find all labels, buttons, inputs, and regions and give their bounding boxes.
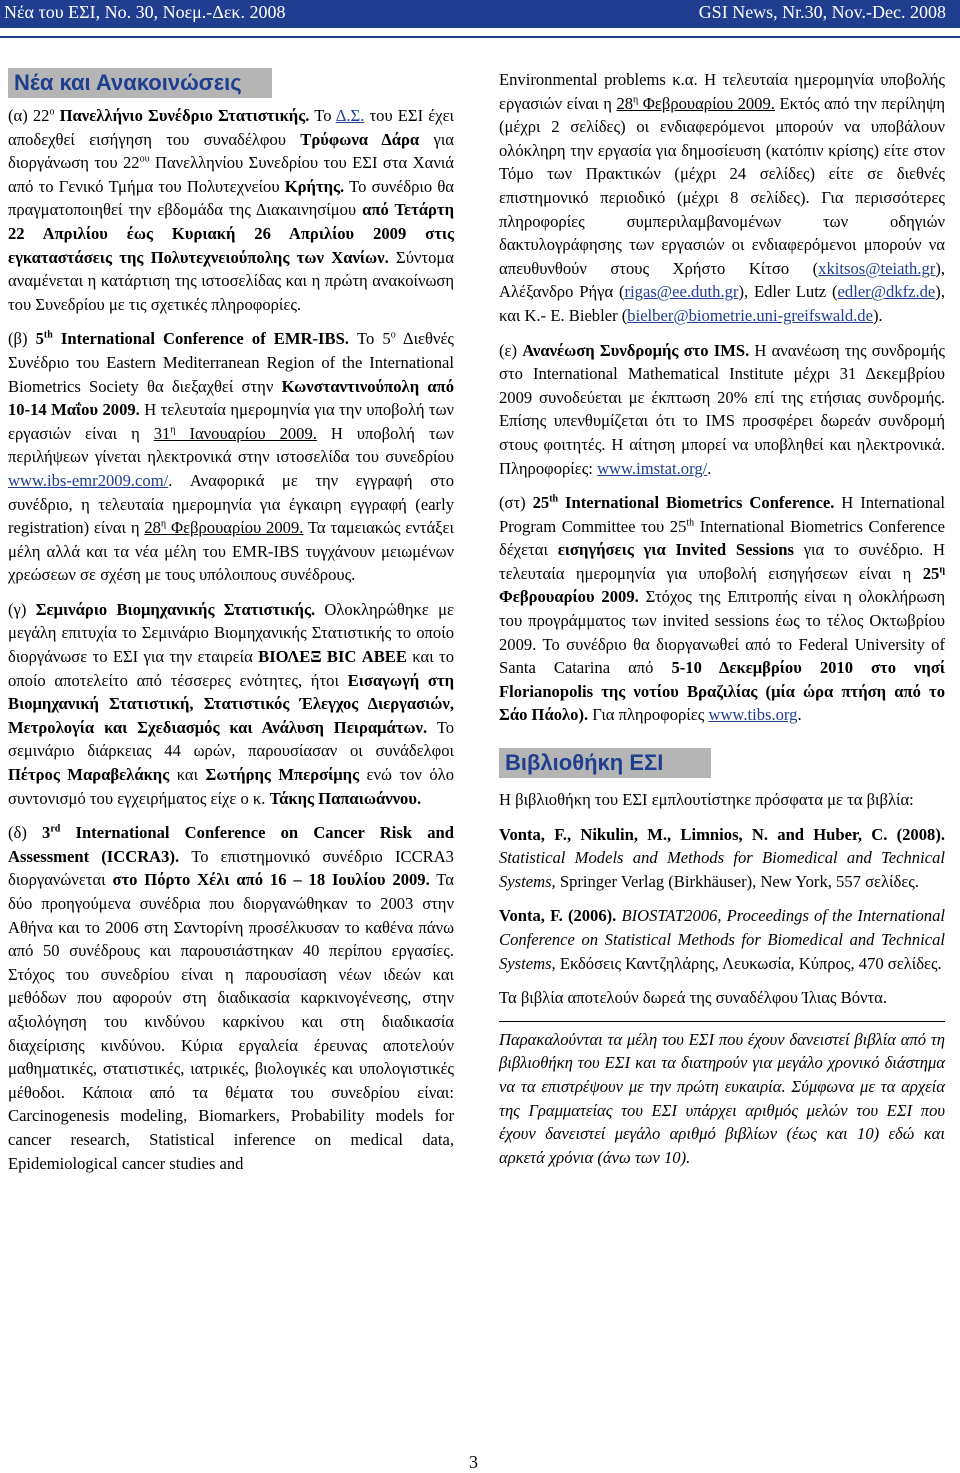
item-e: (ε) Ανανέωση Συνδρομής στο IMS. Η ανανέωση της συνδρομής στο International Mathematical Institute μέχρι 31 Δεκεμβρίου 2009 συνοδεύεται με έκπτωση 20% επί της ετήσιας συνδρομής. Επίσης υπενθυμίζεται ότι το IMS προσφέρει δωρεάν συνδρομή στους φοιτητές. Η αίτηση μπορεί να υποβληθεί και ηλεκτρονικά. Πληροφορίες: www.imstat.org/. — [499, 340, 946, 478]
item-d-continued: Environmental problems κ.α. Η τελευταία ημερομηνία υποβολής εργασιών είναι η $28^\eta$ Φεβρουαρίου 2009. Εκτός από την περίληψη (μέχρι 2 σελίδες) οι ενδιαφερόμενοι μπορούν να υποβάλουν ολόκληρη την εργασία για δημοσίευση (κατόπιν κρίσης) είτε στον Τόμο των Πρακτικών (μέχρι 24 σελίδες) είτε σε διεθνές επιστημονικό περιοδικό (μέχρι 8 σελίδες). Για περισσότερες πληροφορίες συμπεριλαμβανομένων των οδηγιών δακτυλογράφησης των εργασιών οι ενδιαφερόμενοι μπορούν να απευθυνθούν στους Χρήστο Κίτσο (xkitsos@teiath.gr), Αλέξανδρο Ρήγα (rigas@ee.duth.gr), Edler Lutz (edler@dkfz.de), και K.- E. Biebler (bielber@biometrie.uni-greifswald.de). — [499, 70, 945, 325]
lutz-link[interactable]: edler@dkfz.de — [837, 282, 936, 302]
library-donation: Τα βιβλία αποτελούν δωρεά της συναδέλφου Ίλιας Βόντα. — [499, 988, 887, 1008]
section-title: Νέα και Ανακοινώσεις — [8, 68, 272, 98]
item-f: (στ) 25th International Biometrics Conference. Η International Program Committee του 25th International Biometrics Conference δέχεται εισηγήσεις για Invited Sessions για το συνέδριο. Η τελευταία ημερομηνία για υποβολή εισηγήσεων είναι η $25^\eta$ Φεβρουαρίου 2009. Στόχος της Επιτροπής είναι η ολοκλήρωση του προγράμματος των invited sessions έως το τέλος Οκτωβρίου 2009. Το συνέδριο θα διοργανωθεί από το Federal University of Santa Catarina από 5-10 Δεκεμβρίου 2010 στο νησί Florianopolis της νοτίου Βραζιλίας (μία ώρα πτήση από το Σάο Πάολο). Για πληροφορίες www.tibs.org. — [499, 493, 945, 725]
item-c: (γ) Σεμινάριο Βιομηχανικής Στατιστικής. Ολοκληρώθηκε με μεγάλη επιτυχία το Σεμινάριο Βιομηχανικής Στατιστικής το οποίο διοργάνωσε το ΕΣΙ για την εταιρεία ΒΙΟΛΕΞ ΒΙC ΑΒΕΕ και το οποίο αποτελείτο από τέσσερες ενότητες, ήτοι Εισαγωγή στη Βιομηχανική Στατιστική, Στατιστικός Έλεγχος Διεργασιών, Μετρολογία και Σχεδιασμός και Ανάλυση Πειραμάτων. Το σεμινάριο διάρκειας 44 ωρών, παρουσίασαν οι συνάδελφοι Πέτρος Μαραβελάκης και Σωτήρης Μπερσίμης ενώ τον όλο συντονισμό του εγχειρήματος είχε ο κ. Τάκης Παπαιωάννου. — [8, 599, 454, 808]
book-1: Vonta, F., Nikulin, M., Limnios, N. and Huber, C. (2008). Statistical Models and Methods for Biomedical and Technical Systems, Springer Verlag (Birkhäuser), New York, 557 σελίδες. — [499, 824, 945, 891]
item-b: (β) 5th International Conference of EMR-IBS. Το $5^o$ Διεθνές Συνέδριο του Eastern Mediterranean Region of the International Biometrics Society θα διεξαχθεί στην Κωνσταντινούπολη από 10-14 Μαΐου 2009. Η τελευταία ημερομηνία για την υποβολή των εργασιών είναι η $31^\eta$ Ιανουαρίου 2009. Η υποβολή των περιλήψεων γίνεται ηλεκτρονικά στην ιστοσελίδα του συνεδρίου www.ibs-emr2009.com/. Αναφορικά με την εγγραφή στο συνέδριο, η τελευταία ημερομηνία για έγκαιρη εγγραφή (early registration) είναι η $28^\eta$ Φεβρουαρίου 2009. Τα ταμειακώς εντάξει μέλη αλλά και τα νέα μέλη του EMR-IBS τυγχάνουν μειωμένων χρεώσεων σε σχέση με τους υπόλοιπους συνέδρους. — [8, 329, 455, 585]
imstat-link[interactable]: www.imstat.org/ — [597, 458, 708, 478]
library-intro: Η βιβλιοθήκη του ΕΣΙ εμπλουτίστηκε πρόσφατα με τα βιβλία: — [499, 790, 914, 810]
page-header — [0, 0, 960, 28]
header-rule — [0, 36, 960, 38]
xkitsos-link[interactable]: xkitsos@teiath.gr — [818, 258, 936, 278]
library-divider — [499, 1021, 945, 1022]
book-2: Vonta, F. (2006). BIOSTAT2006, Proceedings of the International Conference on Statistical Methods for Biomedical and Technical Systems, Εκδόσεις Καντζηλάρης, Λευκωσία, Κύπρος, 470 σελίδες. — [499, 906, 945, 973]
left-column — [8, 68, 454, 1186]
item-a: (α) $22^o$ Πανελλήνιο Συνέδριο Στατιστικής. Το Δ.Σ. του ΕΣΙ έχει αποδεχθεί εισήγηση του συναδέλφου Τρύφωνα Δάρα για διοργάνωση του $22^{o\upsilon}$ Πανελληνίου Συνεδρίου του ΕΣΙ στα Χανιά από το Γενικό Τμήμα του Πολυτεχνείου Κρήτης. Το συνέδριο θα πραγματοποιηθεί την εβδομάδα της Διακαινησίμου από Τετάρτη 22 Απριλίου έως Κυριακή 26 Απριλίου 2009 στις εγκαταστάσεις της Πολυτεχνειούπολης των Χανίων. Σύντομα αναμένεται η κατάρτιση της ιστοσελίδας και η πρώτη ανακοίνωση του Συνεδρίου με τις σχετικές πληροφορίες. — [8, 106, 455, 314]
library-notice: Παρακαλούνται τα μέλη του ΕΣΙ που έχουν δανειστεί βιβλία από τη βιβλιοθήκη του ΕΣΙ και τα διατηρούν για μεγάλο χρονικό διάστημα να τα επιστρέψουν με την πρώτη ευκαιρία. Σύμφωνα με τα αρχεία της Γραμματείας του ΕΣΙ υπάρχει αριθμός μελών του ΕΣΙ που έχουν δανειστεί μεγάλο αριθμό βιβλίων (έως και 10) εδώ και αρκετά χρόνια (άνω των 10). — [499, 1029, 945, 1167]
ibs-link[interactable]: www.ibs-emr2009.com/ — [8, 470, 169, 490]
right-column — [499, 68, 945, 1180]
library-title: Βιβλιοθήκη ΕΣΙ — [499, 748, 711, 778]
header-right-text: GSI News, Nr.30, Nov.-Dec. 2008 — [698, 2, 946, 22]
bielber-link[interactable]: bielber@biometrie.uni-greifswald.de — [627, 305, 873, 325]
header-left-text: Νέα του ΕΣΙ, No. 30, Νοεμ.-Δεκ. 2008 — [4, 2, 286, 22]
tibs-link[interactable]: www.tibs.org — [708, 705, 798, 725]
page-number: 3 — [469, 1452, 478, 1472]
item-d: (δ) 3rd International Conference on Cancer Risk and Assessment (ICCRA3). Το επιστημονικό συνέδριο ICCRA3 διοργανώνεται στο Πόρτο Χέλι από 16 – 18 Ιουλίου 2009. Τα δύο προηγούμενα συνέδρια που διοργανώθηκαν το 2003 στην Αθήνα και το 2006 στη Σαντορίνη προσέλκυσαν το καθένα πάνω από 50 συνέδρους και παρουσιάστηκαν 40 περίπου εργασίες. Στόχος του συνεδρίου είναι η παρουσίαση νέων ιδεών και μεθόδων που αφορούν στη διαδικασία καρκινογένεσης, στην αξιολόγηση του κινδύνου καρκίνου και στη διαδικασία διαχείρισης κινδύνου. Κύρια εργαλεία έρευνας αποτελούν μαθηματικές, στατιστικές, ιατρικές, βιολογικές και υπολογιστικές μέθοδοι. Κάποια από τα θέματα του συνεδρίου είναι: Carcinogenesis modeling, Biomarkers, Probability models for cancer research, Statistical inference on medical data, Epidemiological cancer studies and — [8, 823, 454, 1173]
rigas-link[interactable]: rigas@ee.duth.gr — [624, 282, 739, 302]
